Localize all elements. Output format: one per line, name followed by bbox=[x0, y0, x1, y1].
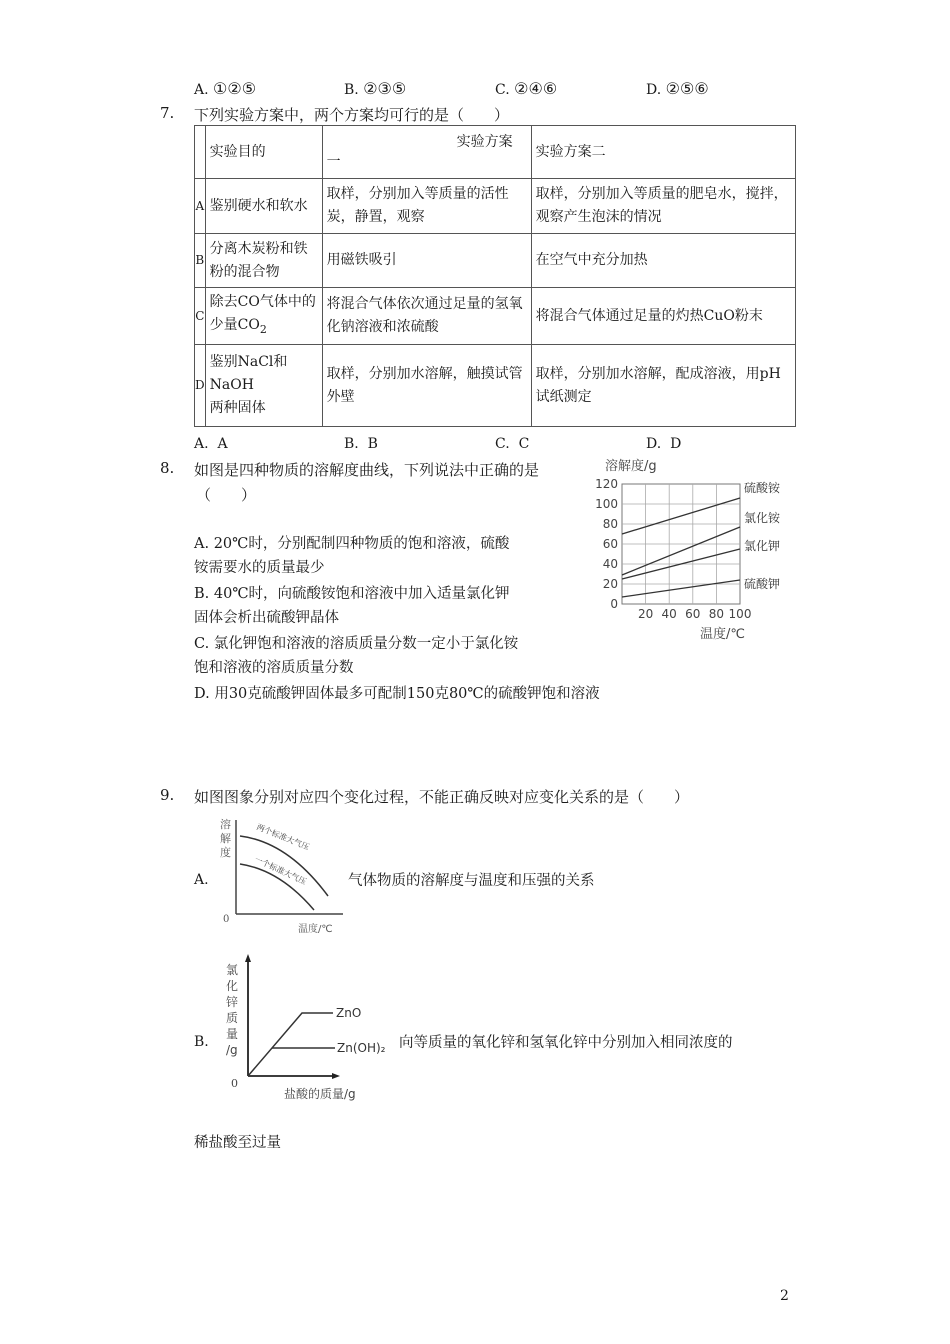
chart-series-label: 硫酸铵 bbox=[744, 481, 781, 495]
q6-option-c: C. ②④⑥ bbox=[495, 79, 558, 98]
graph-b-znoh2-label: Zn(OH)₂ bbox=[337, 1041, 386, 1055]
header-plan2: 实验方案二 bbox=[531, 126, 795, 179]
q6-option-d: D. ②⑤⑥ bbox=[646, 79, 709, 98]
q6-option-a: A. ①②⑤ bbox=[194, 79, 257, 98]
chart-y-tick-label: 20 bbox=[602, 577, 618, 591]
chart-y-tick-label: 100 bbox=[595, 497, 618, 511]
graph-a-x-label: 温度/℃ bbox=[298, 924, 333, 935]
q8-option-c-line2: 饱和溶液的溶质质量分数 bbox=[194, 660, 354, 676]
graph-a-curve-2atm bbox=[240, 836, 328, 896]
q8-option-c-line1: C. 氯化钾饱和溶液的溶质质量分数一定小于氯化铵 bbox=[194, 636, 519, 652]
q9-option-a-text: 气体物质的溶解度与温度和压强的关系 bbox=[348, 873, 595, 889]
q9-option-b-continuation: 稀盐酸至过量 bbox=[194, 1135, 281, 1151]
q8-stem-line2: （ ） bbox=[196, 486, 257, 504]
q9-option-a-letter: A. bbox=[194, 872, 209, 888]
chart-series-line bbox=[622, 580, 740, 597]
q8-option-d: D. 用30克硫酸钾固体最多可配制150克80℃的硫酸钾饱和溶液 bbox=[194, 686, 600, 702]
q7-number: 7. bbox=[160, 104, 175, 122]
solubility-chart bbox=[590, 452, 800, 644]
q9-option-b-letter: B. bbox=[194, 1034, 209, 1050]
graph-b-zno-label: ZnO bbox=[336, 1006, 362, 1020]
chart-x-tick-label: 20 bbox=[637, 607, 654, 621]
q7-option-c: C. C bbox=[495, 436, 530, 452]
q8-stem-line1: 如图是四种物质的溶解度曲线，下列说法中正确的是 bbox=[194, 461, 540, 479]
q7-option-d: D. D bbox=[646, 436, 682, 452]
graph-a-curve-1atm-label: 一个标准大气压 bbox=[253, 854, 308, 887]
q8-option-b-line1: B. 40℃时，向硫酸铵饱和溶液中加入适量氯化钾 bbox=[194, 586, 510, 602]
graph-b-y-label: 氯化锌质量/g bbox=[226, 963, 239, 1057]
q8-option-b-line2: 固体会析出硫酸钾晶体 bbox=[194, 610, 339, 626]
header-purpose: 实验目的 bbox=[205, 126, 322, 179]
table-row: C 除去CO气体中的少量$CO_2$ 将混合气体依次通过足量的氢氧化钠溶液和浓硫酸 将混合气体通过足量的灼热CuO粉末 bbox=[195, 288, 796, 345]
q8-number: 8. bbox=[160, 459, 175, 477]
chart-series-line bbox=[622, 498, 740, 534]
graph-b-line-zno bbox=[248, 1013, 333, 1076]
q6-option-b: B. ②③⑤ bbox=[344, 79, 407, 98]
graph-b-x-arrow bbox=[332, 1073, 340, 1079]
graph-a-origin: 0 bbox=[223, 914, 230, 925]
chart-x-tick-label: 100 bbox=[728, 607, 752, 621]
q9-stem: 如图图象分别对应四个变化过程，不能正确反映对应变化关系的是（ ） bbox=[194, 788, 690, 806]
q9-option-b-text: 向等质量的氧化锌和氢氧化锌中分别加入相同浓度的 bbox=[399, 1035, 733, 1051]
table-header-row bbox=[195, 126, 796, 179]
graph-b-origin: 0 bbox=[231, 1077, 238, 1090]
chart-series-line bbox=[622, 527, 740, 575]
chart-y-tick-label: 120 bbox=[595, 477, 618, 491]
chart-y-axis-label: 溶解度/g bbox=[605, 459, 657, 474]
table-row: B 分离木炭粉和铁粉的混合物 用磁铁吸引 在空气中充分加热 bbox=[195, 234, 796, 288]
q7-option-a: A. A bbox=[194, 436, 228, 452]
chart-series-label: 硫酸钾 bbox=[744, 577, 781, 591]
chart-y-tick-label: 0 bbox=[610, 597, 618, 611]
table-row: D 鉴别NaCl和 NaOH 两种固体 取样，分别加水溶解，触摸试管外壁 取样，分别加水溶解，配成溶液，用pH试纸测定 bbox=[195, 345, 796, 427]
chart-y-tick-label: 40 bbox=[602, 557, 618, 571]
q7-option-b: B. B bbox=[344, 436, 378, 452]
chart-y-tick-label: 60 bbox=[602, 537, 618, 551]
q9-graph-b bbox=[218, 952, 400, 1104]
chart-x-axis-label: 温度/℃ bbox=[700, 627, 745, 642]
chart-x-tick-label: 60 bbox=[685, 607, 701, 621]
page-number: 2 bbox=[780, 1288, 789, 1304]
q9-number: 9. bbox=[160, 786, 175, 804]
graph-a-y-label: 溶解度 bbox=[220, 818, 231, 859]
chart-x-tick-label: 80 bbox=[708, 607, 725, 621]
chart-y-tick-label: 80 bbox=[602, 517, 618, 531]
chart-series-label: 氯化钾 bbox=[744, 539, 781, 553]
chart-x-tick-label: 40 bbox=[661, 607, 677, 621]
table-row: A 鉴别硬水和软水 取样，分别加入等质量的活性炭，静置，观察 取样，分别加入等质量的肥皂水，搅拌，观察产生泡沫的情况 bbox=[195, 179, 796, 234]
chart-series-label: 氯化铵 bbox=[744, 511, 781, 525]
q7-table bbox=[194, 125, 796, 427]
q9-graph-a bbox=[218, 814, 350, 936]
graph-b-x-label: 盐酸的质量/g bbox=[284, 1087, 356, 1101]
q8-option-a-line1: A. 20℃时，分别配制四种物质的饱和溶液，硫酸 bbox=[194, 536, 510, 552]
q8-option-a-line2: 铵需要水的质量最少 bbox=[194, 560, 325, 576]
graph-a-curve-2atm-label: 两个标准大气压 bbox=[255, 822, 311, 852]
q7-stem: 下列实验方案中，两个方案均可行的是（ ） bbox=[194, 106, 510, 124]
graph-b-y-arrow bbox=[245, 954, 251, 962]
header-plan1: 实验方案 一 bbox=[322, 126, 531, 179]
